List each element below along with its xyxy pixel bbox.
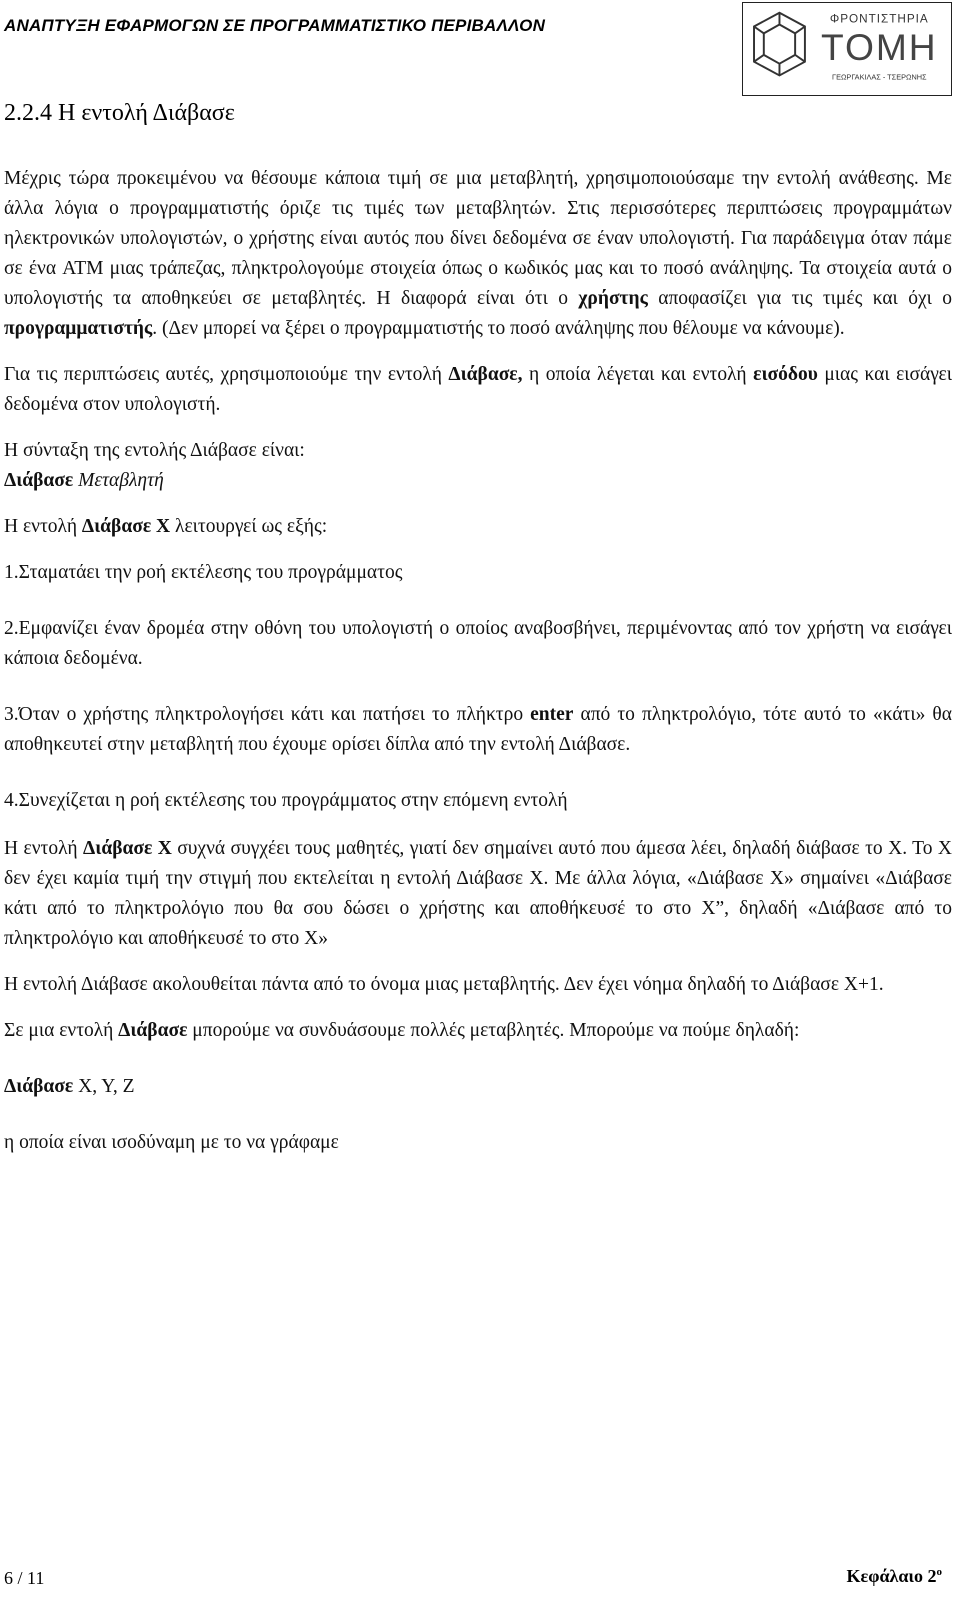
step-3	[4, 700, 952, 760]
section-heading: 2.2.4 Η εντολή Διάβασε	[4, 100, 235, 126]
paragraph-multiple-vars	[4, 1016, 952, 1046]
example-line	[4, 1072, 952, 1102]
page-number: 6 / 11	[4, 1568, 45, 1588]
paragraph-read-command	[4, 360, 952, 420]
syntax-line	[4, 466, 952, 496]
bold-term-read: Διάβασε,	[448, 364, 523, 385]
tomi-logo-graphic	[743, 3, 951, 95]
syntax-keyword: Διάβασε	[4, 470, 74, 491]
paragraph-variable-name: Η εντολή Διάβασε ακολουθείται πάντα από το όνομα μιας μεταβλητής. Δεν έχει νόημα δηλαδή το Διάβασε Χ+1.	[4, 974, 884, 995]
document-body	[4, 164, 952, 1158]
text-span: Η εντολή	[4, 838, 84, 859]
step-1: 1.Σταματάει την ροή εκτέλεσης του προγράμματος	[4, 562, 403, 583]
chapter-text: Κεφάλαιο 2	[846, 1566, 937, 1586]
header-title: ΑΝΑΠΤΥΞΗ ΕΦΑΡΜΟΓΩΝ ΣΕ ΠΡΟΓΡΑΜΜΑΤΙΣΤΙΚΟ ΠΕΡΙΒΑΛΛΟΝ	[4, 16, 546, 35]
bold-term-read-x: Διάβασε Χ	[83, 838, 172, 859]
syntax-argument: Μεταβλητή	[73, 470, 164, 491]
logo-name: ΤΟΜΗ	[820, 25, 938, 68]
text-span: Μέχρις τώρα προκειμένου να θέσουμε κάποια τιμή σε μια μεταβλητή, χρησιμοποιούσαμε την εντολή ανάθεσης. Με άλλα λόγια ο προγραμματιστής όριζε τις τιμές των μεταβλητών. Στις περισσότερες περιπτώσεις προγραμμάτων ηλεκτρονικών υπολογιστών, ο χρήστης είναι αυτός που δίνει δεδομένα σε έναν υπολογιστή. Για παράδειγμα όταν πάμε σε ένα ATM μιας τράπεζας, πληκτρολογούμε στοιχεία όπως ο κωδικός μας και το ποσό ανάληψης. Τα στοιχεία αυτά ο υπολογιστής τα αποθηκεύει σε μεταβλητές. Η διαφορά είναι ότι ο	[4, 168, 952, 309]
syntax-intro: Η σύνταξη της εντολής Διάβασε είναι:	[4, 440, 305, 461]
bold-term-read: Διάβασε	[118, 1020, 188, 1041]
example-vars: Χ, Υ, Ζ	[73, 1076, 135, 1097]
example-keyword: Διάβασε	[4, 1076, 74, 1097]
paragraph-confusion	[4, 834, 952, 954]
text-span: λειτουργεί ως εξής:	[170, 516, 328, 537]
works-as-line	[4, 512, 952, 542]
text-span: αποφασίζει για τις τιμές και όχι ο	[647, 288, 952, 309]
bold-term-user: χρήστης	[578, 288, 648, 309]
step-2: 2.Εμφανίζει έναν δρομέα στην οθόνη του υπολογιστή ο οποίος αναβοσβήνει, περιμένοντας από τον χρήστη να εισάγει κάποια δεδομένα.	[4, 618, 952, 669]
text-span: . (Δεν μπορεί να ξέρει ο προγραμματιστής το ποσό ανάληψης που θέλουμε να κάνουμε).	[152, 318, 845, 339]
bold-term-enter: enter	[530, 704, 574, 725]
publisher-logo	[742, 2, 952, 96]
text-span: Για τις περιπτώσεις αυτές, χρησιμοποιούμε την εντολή	[4, 364, 449, 385]
text-span: 3.Όταν ο χρήστης πληκτρολογήσει κάτι και πατήσει το πλήκτρο	[4, 704, 531, 725]
text-span: από το πληκτρολόγιο, τότε αυτό το «κάτι» θα αποθηκευτεί στην μεταβλητή που έχουμε ορίσει δίπλα από την εντολή Διάβασε.	[4, 704, 952, 755]
chapter-superscript: ο	[936, 1566, 942, 1578]
logo-bottom-text: ΓΕΩΡΓΑΚΙΛΑΣ - ΤΣΕΡΩΝΗΣ	[832, 72, 927, 82]
text-span: η οποία λέγεται και εντολή	[522, 364, 754, 385]
logo-top-text: ΦΡΟΝΤΙΣΤΗΡΙΑ	[829, 12, 929, 26]
bold-term-programmer: προγραμματιστής	[4, 318, 153, 339]
text-span: συχνά συγχέει τους μαθητές, γιατί δεν σημαίνει αυτό που άμεσα λέει, δηλαδή διάβασε το Χ. Το Χ δεν έχει καμία τιμή την στιγμή που εκτελείται η εντολή Διάβασε Χ. Με άλλα λόγια, «Διάβασε Χ» σημαίνει «Διάβασε κάτι από το πληκτρολόγιο που θα σου δώσει ο χρήστης και αποθήκευσέ το στο Χ”, δηλαδή «Διάβασε από το πληκτρολόγιο και αποθήκευσέ το στο Χ»	[4, 838, 953, 949]
step-4: 4.Συνεχίζεται η ροή εκτέλεσης του προγράμματος στην επόμενη εντολή	[4, 790, 568, 811]
text-span: Σε μια εντολή	[4, 1020, 119, 1041]
text-span: μιας και εισάγει δεδομένα στον υπολογιστή.	[4, 364, 952, 415]
chapter-label	[847, 1566, 942, 1587]
bold-term-read-x: Διάβασε Χ	[81, 516, 171, 537]
paragraph-equivalent: η οποία είναι ισοδύναμη με το να γράφαμε	[4, 1132, 339, 1153]
paragraph-intro	[4, 164, 952, 344]
text-span: μπορούμε να συνδυάσουμε πολλές μεταβλητές. Μπορούμε να πούμε δηλαδή:	[187, 1020, 800, 1041]
bold-term-input: εισόδου	[753, 364, 818, 385]
text-span: Η εντολή	[4, 516, 82, 537]
